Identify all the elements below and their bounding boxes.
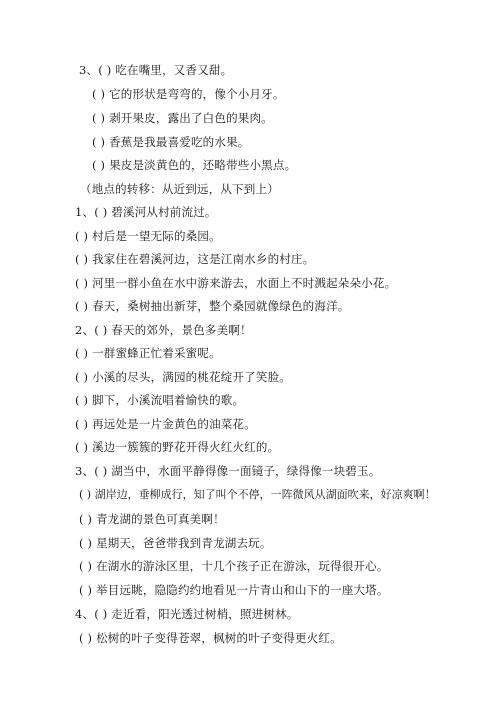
question-2-header: 2、( ) 春天的郊外，景色多美啊！ bbox=[75, 323, 252, 337]
question-4-header: 4、( ) 走近看，阳光透过树梢，照进树林。 bbox=[75, 607, 299, 621]
question-1-header: 1、( ) 碧溪河从村前流过。 bbox=[75, 205, 217, 219]
question-3b-header: 3、( ) 湖当中，水面平静得像一面镜子，绿得像一块碧玉。 bbox=[75, 464, 381, 478]
sentence-line: ( ) 河里一群小鱼在水中游来游去，水面上不时溅起朵朵小花。 bbox=[75, 276, 397, 290]
sentence-line: ( ) 溪边一簇簇的野花开得火红火红的。 bbox=[75, 440, 280, 454]
sentence-line: ( ) 小溪的尽头，满园的桃花绽开了笑脸。 bbox=[75, 370, 291, 384]
sentence-line: ( ) 春天，桑树抽出新芽，整个桑园就像绿色的海洋。 bbox=[75, 299, 350, 313]
sentence-line: ( ) 香蕉是我最喜爱吃的水果。 bbox=[92, 135, 250, 149]
section-heading: （地点的转移：从近到远，从下到上） bbox=[80, 182, 279, 196]
sentence-line: ( ) 村后是一望无际的桑园。 bbox=[75, 229, 221, 243]
sentence-line: ( ) 果皮是淡黄色的，还略带些小黑点。 bbox=[92, 158, 297, 172]
sentence-line: ( ) 再远处是一片金黄色的油菜花。 bbox=[75, 417, 256, 431]
sentence-line: ( ) 我家住在碧溪河边，这是江南水乡的村庄。 bbox=[75, 252, 315, 266]
sentence-line: ( ) 它的形状是弯弯的，像个小月牙。 bbox=[92, 87, 285, 101]
sentence-line: ( ) 在湖水的游泳区里，十几个孩子正在游泳，玩得很开心。 bbox=[79, 559, 389, 573]
sentence-line: ( ) 湖岸边，垂柳成行，知了叫个不停，一阵微风从湖面吹来，好凉爽啊！ bbox=[79, 488, 436, 501]
sentence-line: ( ) 一群蜜蜂正忙着采蜜呢。 bbox=[75, 346, 221, 360]
sentence-line: ( ) 青龙湖的景色可真美啊！ bbox=[79, 512, 225, 526]
sentence-line: ( ) 脚下，小溪流唱着愉快的歌。 bbox=[75, 393, 245, 407]
sentence-line: ( ) 剥开果皮，露出了白色的果肉。 bbox=[92, 111, 273, 125]
sentence-line: ( ) 松树的叶子变得苍翠，枫树的叶子变得更火红。 bbox=[79, 631, 342, 645]
question-3-header: 3、( ) 吃在嘴里，又香又甜。 bbox=[79, 63, 233, 77]
sentence-line: ( ) 举目远眺，隐隐约约地看见一片青山和山下的一座大塔。 bbox=[79, 583, 389, 597]
sentence-line: ( ) 星期天，爸爸带我到青龙湖去玩。 bbox=[79, 536, 272, 550]
